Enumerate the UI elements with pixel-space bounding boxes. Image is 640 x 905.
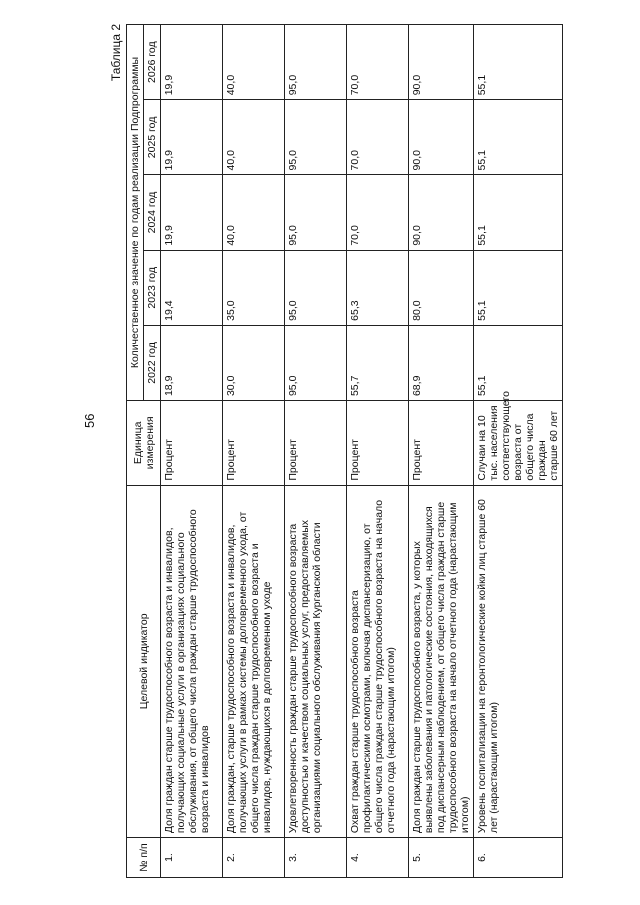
row-value-2022: 55,7 [347,325,409,400]
row-number: 1. [161,838,223,878]
table-caption: Таблица 2 [109,24,123,82]
row-unit: Процент [285,401,347,486]
row-value-2023: 95,0 [285,250,347,325]
table-row [223,25,285,878]
row-value-2024: 90,0 [409,175,474,250]
header-year-2023: 2023 год [144,250,161,325]
row-value-2026: 19,9 [161,25,223,100]
row-value-2024: 55,1 [474,175,563,250]
row-value-2022: 68,9 [409,325,474,400]
header-years-group: Количественное значение по годам реализации Подпрограммы [127,25,144,401]
row-value-2023: 19,4 [161,250,223,325]
table-row [409,25,474,878]
header-unit: Единица измерения [127,401,161,486]
row-unit: Процент [223,401,285,486]
row-value-2024: 19,9 [161,175,223,250]
row-value-2022: 18,9 [161,325,223,400]
row-indicator: Удовлетворенность граждан старше трудоспособного возраста доступностью и качеством социальных услуг, предоставляемых организациями социального обслуживания Курганской области [285,485,347,837]
table-row [347,25,409,878]
header-year-2024: 2024 год [144,175,161,250]
header-year-2025: 2025 год [144,100,161,175]
row-value-2023: 80,0 [409,250,474,325]
row-unit: Случаи на 10 тыс. населения соответствующего возраста от общего числа граждан старше 60 лет [474,401,563,486]
row-value-2023: 65,3 [347,250,409,325]
row-value-2025: 19,9 [161,100,223,175]
row-number: 4. [347,838,409,878]
row-value-2024: 70,0 [347,175,409,250]
header-year-2026: 2026 год [144,25,161,100]
row-unit: Процент [409,401,474,486]
table-row [161,25,223,878]
row-value-2022: 55,1 [474,325,563,400]
row-value-2026: 70,0 [347,25,409,100]
row-value-2023: 55,1 [474,250,563,325]
row-unit: Процент [161,401,223,486]
row-value-2022: 30,0 [223,325,285,400]
table-row [285,25,347,878]
page-number: 56 [82,413,97,428]
indicator-table [126,24,563,878]
row-value-2026: 95,0 [285,25,347,100]
row-indicator: Охват граждан старше трудоспособного возраста профилактическими осмотрами, включая диспансеризацию, от общего числа граждан старше трудоспособного возраста на начало отчетного года (нарастающим итогом) [347,485,409,837]
row-value-2024: 95,0 [285,175,347,250]
header-num: № п/п [127,838,161,878]
row-value-2023: 35,0 [223,250,285,325]
row-indicator: Доля граждан старше трудоспособного возраста, у которых выявлены заболевания и патологические состояния, находящихся под диспансерным наблюдением, от общего числа граждан старше трудоспособного возраста на начало отчетного года (нарастающим итогом) [409,485,474,837]
table-row [474,25,563,878]
row-value-2025: 70,0 [347,100,409,175]
row-number: 2. [223,838,285,878]
row-value-2022: 95,0 [285,325,347,400]
row-value-2024: 40,0 [223,175,285,250]
rotated-table-page [108,24,608,878]
header-year-2022: 2022 год [144,325,161,400]
row-value-2025: 95,0 [285,100,347,175]
row-value-2026: 90,0 [409,25,474,100]
row-value-2025: 90,0 [409,100,474,175]
row-number: 5. [409,838,474,878]
row-indicator: Уровень госпитализации на геронтологические койки лиц старше 60 лет (нарастающим итогом) [474,485,563,837]
row-indicator: Доля граждан старше трудоспособного возраста и инвалидов, получающих социальные услуги в организациях социального обслуживания, от общего числа граждан старше трудоспособного возраста и инвалидов [161,485,223,837]
row-value-2025: 40,0 [223,100,285,175]
row-value-2025: 55,1 [474,100,563,175]
row-number: 6. [474,838,563,878]
row-unit: Процент [347,401,409,486]
row-value-2026: 40,0 [223,25,285,100]
row-value-2026: 55,1 [474,25,563,100]
row-indicator: Доля граждан, старше трудоспособного возраста и инвалидов, получающих услуги в рамках системы долговременного ухода, от общего числа граждан старше трудоспособного возраста и инвалидов, нуждающихся в долговременном уходе [223,485,285,837]
row-number: 3. [285,838,347,878]
header-indicator: Целевой индикатор [127,485,161,837]
